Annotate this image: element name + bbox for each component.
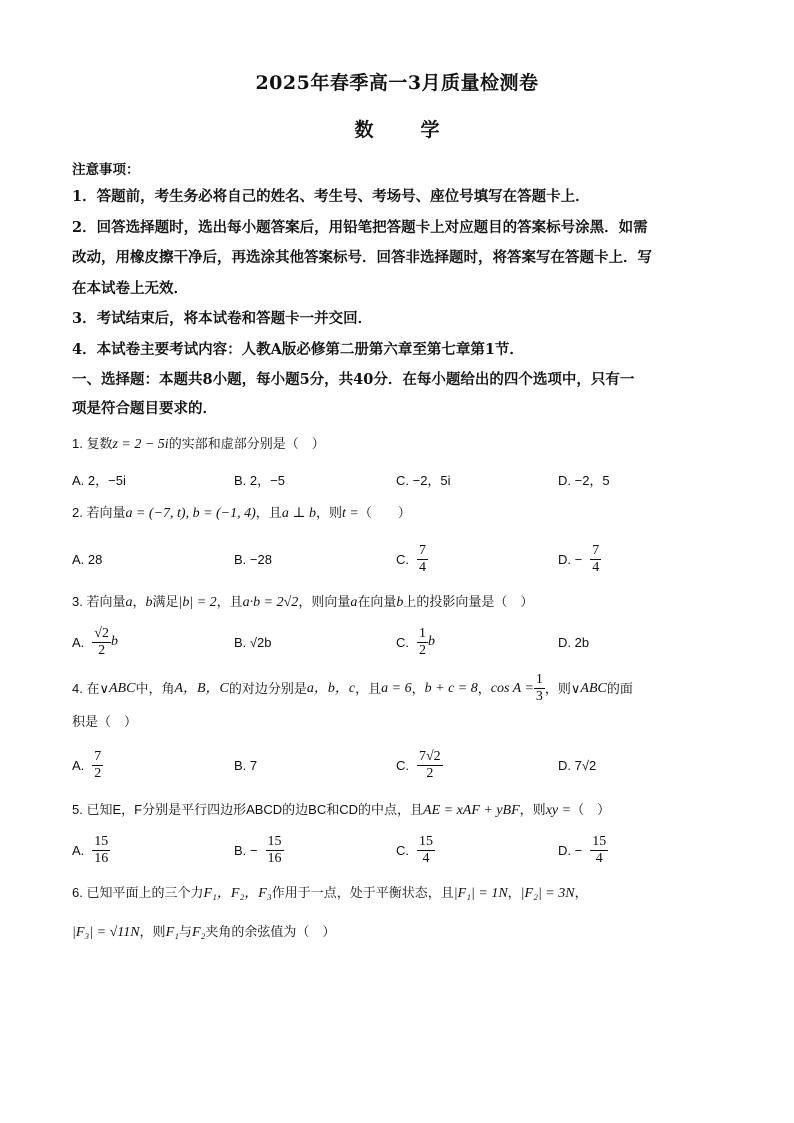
question-6-cont: |F₃| = √11N，则F₁与F₂夹角的余弦值为（ ） [72,924,336,940]
q2-option-d: D. − $\frac{7}{4}$ [558,542,600,575]
q2-t: t = [342,506,359,521]
question-1 [72,433,722,456]
q2-then: ，则 [315,505,342,520]
q1-prefix: 1. 复数 [72,436,113,451]
q2-options [72,539,722,579]
q2-option-c: C. $\frac{7}{4}$ [396,542,426,575]
notice-item-2-cont: 改动，用橡皮擦干净后，再选涂其他答案标号．回答非选择题时，将答案写在答题卡上．写 [72,249,652,266]
q3-option-c: C. $\frac{1}{2}$ b [396,625,435,658]
q3-option-b: B. √2b [234,634,272,650]
q4-option-a: A. $\frac{7}{2}$ [72,748,102,781]
notice-item-1: 1．答题前，考生务必将自己的姓名、考生号、考场号、座位号填写在答题卡上． [72,188,590,205]
notice-item-3: 3．考试结束后，将本试卷和答题卡一并交回． [72,310,373,327]
notice-item-2: 2．回答选择题时，选出每小题答案后，用铅笔把答题卡上对应题目的答案标号涂黑．如需 [72,218,648,236]
exam-page [72,68,722,944]
q2-vectors: a = (−7, t), b = (−1, 4) [125,506,256,521]
question-3: 3. 若向量a，b满足|b| = 2，且a·b = 2√2，则向量a在向量b上的投影向量是（ ） [72,594,534,610]
q2-option-a: A. 28 [72,551,103,567]
q2-option-b: B. −28 [234,551,272,567]
q5-option-c: C. $\frac{15}{4}$ [396,833,433,866]
q1-option-a: A. 2，−5i [72,472,126,488]
q4-cos-fraction: $\frac{1}{3}$ [535,672,543,704]
q4-option-c: C. $\frac{7√2}{2}$ [396,748,441,781]
q1-suffix: 的实部和虚部分别是（ ） [168,436,325,451]
question-6: 6. 已知平面上的三个力F₁，F₂，F₃作用于一点，处于平衡状态，且|F₁| = 1N，|F₂| = 3N， [72,885,588,901]
q5-options [72,830,722,870]
subject-title: 数 学 [354,119,454,141]
q1-option-c: C. −2，5i [396,472,451,488]
q2-perpendicular: a ⊥ b [281,506,316,521]
q5-option-a: A. $\frac{15}{16}$ [72,833,109,866]
question-4-cont: 积是（ ） [72,714,138,729]
section-heading-2: 项是符合题目要求的． [72,400,217,417]
q5-vector-equation: AE = xAF + yBF [423,803,520,818]
q2-option-d-fraction: $\frac{7}{4}$ [592,542,600,575]
q1-expression: z = 2 − 5i [112,437,169,452]
exam-title: 2025年春季高一3月质量检测卷 [255,72,539,94]
q4-options [72,745,722,785]
q3-norm: |b| = 2 [178,595,217,610]
q4-option-d: D. 7√2 [558,757,597,773]
q2-mid: ，且 [255,505,282,520]
q2-end: （ ） [358,505,411,520]
q2-prefix: 2. 若向量 [72,505,126,520]
q5-option-d: D. − $\frac{15}{4}$ [558,833,607,866]
q1-option-d: D. −2，5 [558,472,610,488]
question-4: 4. 在∨ ABC 中，角 A，B，C 的对边分别是 a，b，c ，且 a = 6 ， b + c = 8 ， cos A = $\frac{1}{3}$ ，则∨ ABC 的面 [72,672,633,704]
question-5: 5. 已知E，F分别是平行四边形ABCD的边BC和CD的中点，且AE = xAF + yBF，则xy =（ ） [72,802,611,818]
q3-option-a: A. $\frac{√2}{2}$ b [72,625,118,658]
notice-heading: 注意事项： [72,162,140,178]
q5-option-b: B. − $\frac{15}{16}$ [234,833,282,866]
q3-dot-product: a·b = 2√2 [242,595,299,610]
q2-option-c-fraction: $\frac{7}{4}$ [419,542,426,575]
section-heading-1: 一、选择题：本题共8小题，每小题5分，共40分．在每小题给出的四个选项中，只有一 [72,371,635,388]
question-2 [72,502,722,525]
q3-options [72,622,722,662]
notice-item-4: 4．本试卷主要考试内容：人教A版必修第二册第六章至第七章第1节． [72,340,524,358]
q1-options [72,468,722,490]
q1-option-b: B. 2，−5 [234,472,285,488]
notice-item-2-end: 在本试卷上无效． [72,279,188,297]
q3-option-d: D. 2b [558,634,590,650]
q4-option-b: B. 7 [234,757,258,773]
